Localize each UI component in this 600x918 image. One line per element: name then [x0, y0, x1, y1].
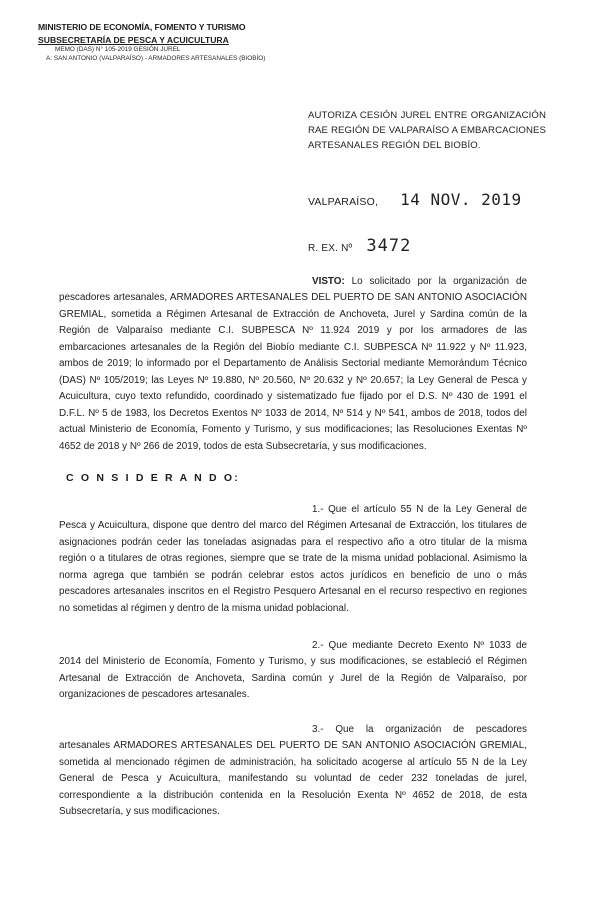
place-and-date	[308, 190, 522, 209]
visto-label: VISTO:	[312, 276, 345, 287]
place: VALPARAÍSO,	[308, 196, 379, 208]
visto-paragraph	[59, 274, 527, 455]
considerando-text: 2.- Que mediante Decreto Exento Nº 1033 de 2014 del Ministerio de Economía, Fomento y Turismo, y sus modificaciones, se estableció el Régimen Artesanal de Extracción de Anchoveta, Sardina común y Jurel de la Región de Valparaíso, por organizaciones de pescadores artesanales.	[59, 640, 527, 701]
memo-reference: MEMO (DAS) N° 105-2019 GESIÓN JUREL	[55, 46, 181, 53]
resolution-number: 3472	[366, 236, 412, 256]
antecedent-reference: A: SAN ANTONIO (VALPARAÍSO) - ARMADORES ARTESANALES (BIOBÍO)	[46, 54, 266, 62]
considerando-item-3	[59, 722, 527, 821]
considerando-text: 1.- Que el artículo 55 N de la Ley General de Pesca y Acuicultura, dispone que dentro del marco del Régimen Artesanal de Extracción, los titulares de asignaciones podrán ceder las toneladas asignadas para el respectivo año a otro titular de la misma región o a titulares de otras regiones, siempre que se trate de la misma unidad poblacional. Asimismo la norma agrega que también se podrán celebrar estos actos jurídicos en beneficio de uno o más pescadores artesanales inscritos en el Registro Pesquero Artesanal en el recurso respectivo en regiones no sometidas al régimen y dentro de la misma unidad poblacional.	[59, 504, 527, 614]
resolution-label: R. EX. Nº	[308, 243, 353, 254]
resolution-number-line	[308, 236, 411, 256]
considerando-item-1	[59, 502, 527, 617]
considerando-item-2	[59, 638, 527, 704]
date-stamp: 14 NOV. 2019	[400, 190, 522, 209]
considerando-heading: C O N S I D E R A N D O:	[66, 472, 240, 484]
letterhead	[38, 22, 278, 63]
document-subject: AUTORIZA CESIÓN JUREL ENTRE ORGANIZACIÓN RAE REGIÓN DE VALPARAÍSO A EMBARCACIONES ARTESANALES REGIÓN DEL BIOBÍO.	[308, 110, 546, 151]
subsecretaria-name: SUBSECRETARÍA DE PESCA Y ACUICULTURA	[38, 35, 229, 45]
visto-text: Lo solicitado por la organización de pescadores artesanales, ARMADORES ARTESANALES DEL PUERTO DE SAN ANTONIO ASOCIACIÓN GREMIAL, sometida a Régimen Artesanal de Extracción de Anchoveta, Jurel y Sardina común de la Región de Valparaíso mediante C.I. SUBPESCA Nº 11.924 2019 y por los armadores de las embarcaciones artesanales de la Región del Biobío mediante C.I. SUBPESCA Nº 11.922 y Nº 11.923, ambos de 2019; lo informado por el Departamento de Análisis Sectorial mediante Memorándum Técnico (DAS) Nº 105/2019; las Leyes Nº 19.880, Nº 20.560, Nº 20.632 y Nº 20.657; la Ley General de Pesca y Acuicultura, cuyo texto refundido, coordinado y sistematizado fue fijado por el D.S. Nº 430 de 1991 el D.F.L. Nº 5 de 1983, los Decretos Exentos Nº 1033 de 2014, Nº 514 y Nº 541, ambos de 2018, todos del actual Ministerio de Economía, Fomento y Turismo, y sus modificaciones; las Resoluciones Exentas Nº 4652 de 2018 y Nº 266 de 2019, todos de esta Subsecretaría, y sus modificaciones.	[59, 276, 527, 452]
considerando-text: 3.- Que la organización de pescadores artesanales ARMADORES ARTESANALES DEL PUERTO DE SAN ANTONIO ASOCIACIÓN GREMIAL, sometida al mencionado régimen de administración, ha solicitado acogerse al artículo 55 N de la Ley General de Pesca y Acuicultura, manifestando su voluntad de ceder 232 toneladas de jurel, correspondiente a la distribución contenida en la Resolución Exenta Nº 4652 de 2018, de esta Subsecretaría, y sus modificaciones.	[59, 724, 527, 818]
ministry-name: MINISTERIO DE ECONOMÍA, FOMENTO Y TURISMO	[38, 22, 246, 32]
